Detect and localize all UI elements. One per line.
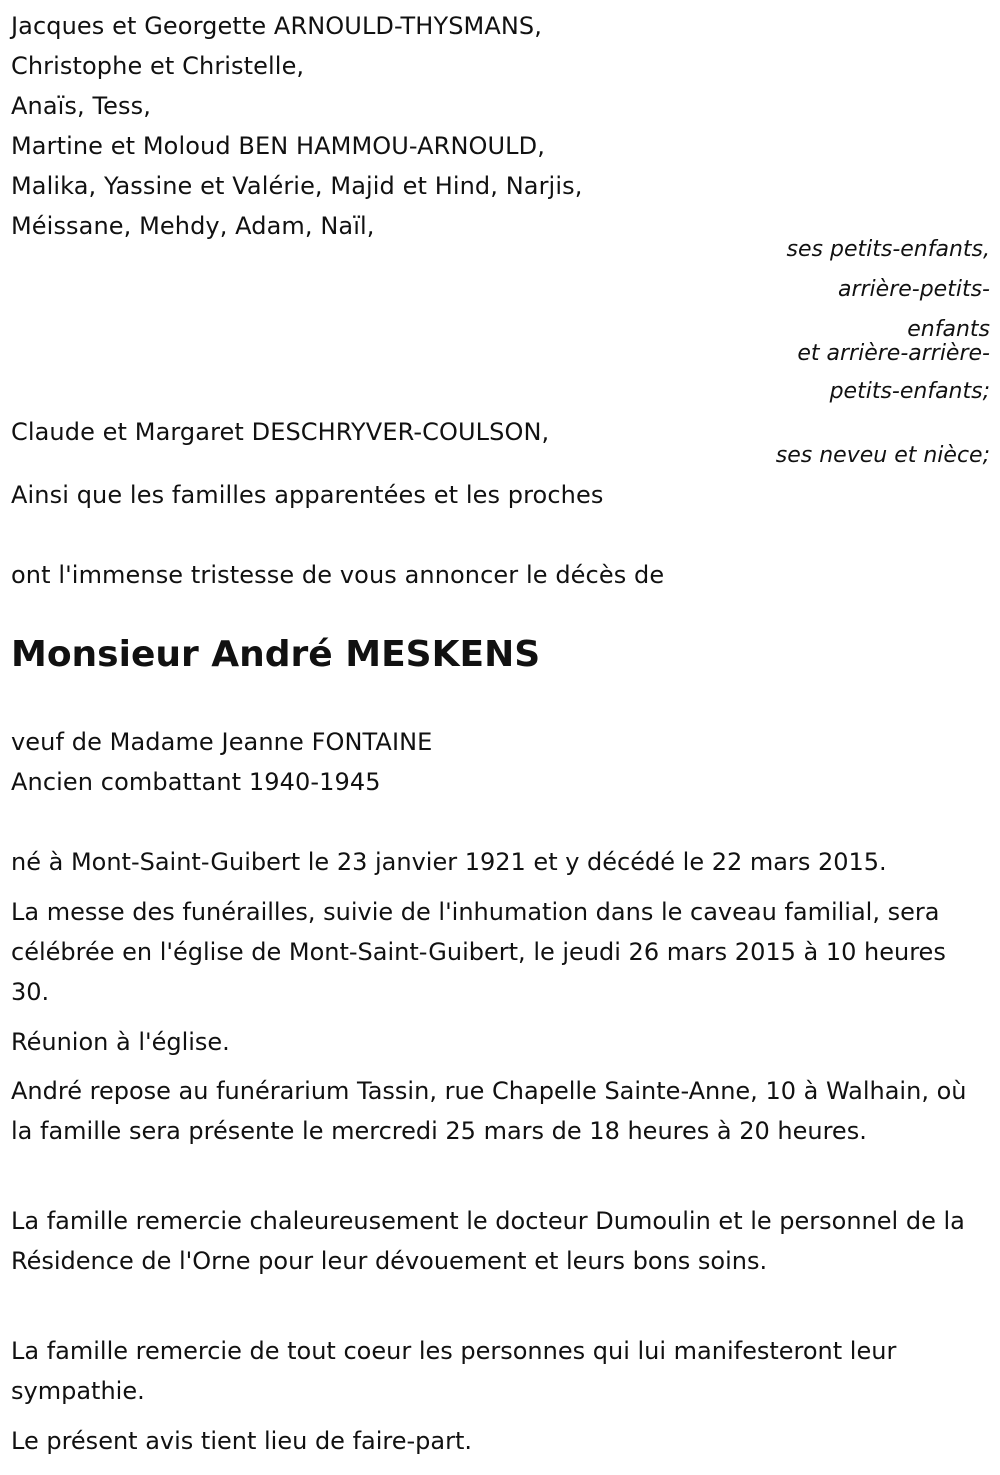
funeral-info: La messe des funérailles, suivie de l'inhumation dans le caveau familial, sera célébrée en l'église de Mont-Saint-Guibert, le jeudi 26 mars 2015 à 10 heures 30. bbox=[11, 898, 946, 1006]
relatives-line: Ainsi que les familles apparentées et les proches bbox=[11, 481, 604, 509]
role-line: et arrière-arrière- bbox=[797, 341, 990, 366]
role-line: ses petits-enfants, bbox=[786, 237, 990, 262]
family-line: Anaïs, Tess, bbox=[11, 92, 151, 120]
deceased-name: Monsieur André MESKENS bbox=[11, 634, 541, 675]
role-line: enfants bbox=[907, 317, 990, 342]
announcement: ont l'immense tristesse de vous annoncer le décès de bbox=[11, 561, 665, 589]
family-line: Malika, Yassine et Valérie, Majid et Hind, Narjis, bbox=[11, 172, 583, 200]
family-line: Martine et Moloud BEN HAMMOU-ARNOULD, bbox=[11, 132, 545, 160]
role-line: arrière-petits- bbox=[837, 277, 990, 302]
family-line: Méissane, Mehdy, Adam, Naïl, bbox=[11, 212, 375, 240]
birth-death: né à Mont-Saint-Guibert le 23 janvier 1921 et y décédé le 22 mars 2015. bbox=[11, 848, 887, 876]
nephew-line: Claude et Margaret DESCHRYVER-COULSON, bbox=[11, 418, 550, 446]
thanks-sympathy: La famille remercie de tout coeur les personnes qui lui manifesteront leur sympathie. bbox=[11, 1337, 897, 1405]
rest-info: André repose au funérarium Tassin, rue Chapelle Sainte-Anne, 10 à Walhain, où la famille sera présente le mercredi 25 mars de 18 heures à 20 heures. bbox=[11, 1077, 967, 1145]
family-line: Jacques et Georgette ARNOULD-THYSMANS, bbox=[11, 12, 542, 40]
family-line: Christophe et Christelle, bbox=[11, 52, 305, 80]
role-line: petits-enfants; bbox=[829, 379, 990, 404]
notice-line: Le présent avis tient lieu de faire-part. bbox=[11, 1427, 473, 1455]
meeting-info: Réunion à l'église. bbox=[11, 1028, 230, 1056]
widower-line: veuf de Madame Jeanne FONTAINE bbox=[11, 728, 433, 756]
thanks-staff: La famille remercie chaleureusement le docteur Dumoulin et le personnel de la Résidence de l'Orne pour leur dévouement et leurs bons soins. bbox=[11, 1207, 965, 1275]
nephew-role: ses neveu et nièce; bbox=[775, 443, 990, 468]
veteran-line: Ancien combattant 1940-1945 bbox=[11, 768, 381, 796]
